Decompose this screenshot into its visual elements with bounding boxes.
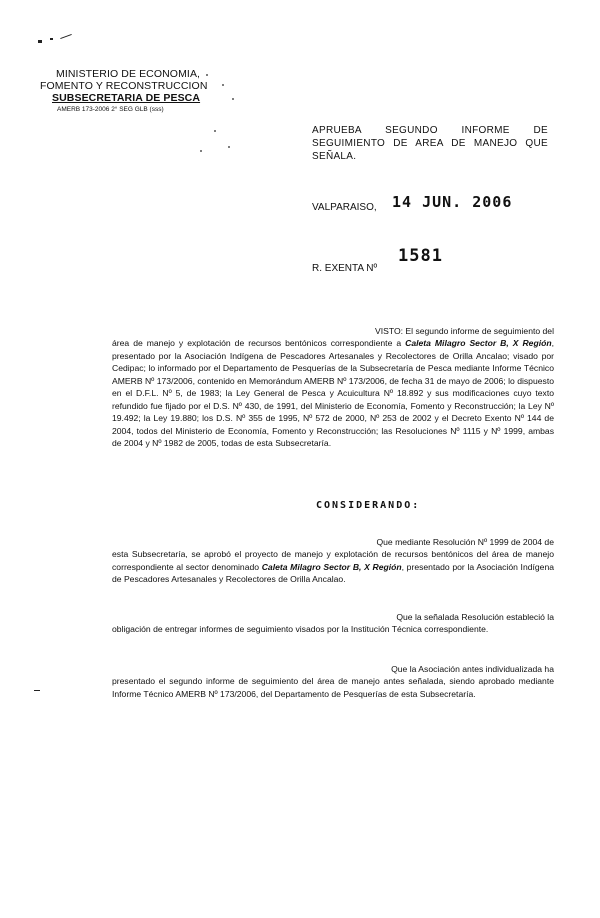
place-label: VALPARAISO,: [312, 202, 377, 213]
visto-text-2: , presentado por la Asociación Indígena de Pescadores Artesanales y Recolectores de Orilla Ancalao; visado por Cedipac; lo informado por el Departamento de Pesquerías de la Subsecretaría de Pesca mediante Informe Técnico AMERB Nº 173/2006, contenido en Memorándum AMERB Nº 173/2006, de fecha 31 de mayo de 2006; lo dispuesto en el D.F.L. Nº 5, de 1983; la Ley General de Pesca y Acuicultura Nº 18.892 y sus modificaciones cuyo texto refundido fue fijado por el D.S. Nº 430, de 1991, del Ministerio de Economía, Fomento y Reconstrucción; la Ley Nº 19.492; la Ley 19.880; los D.S. Nº 355 de 1995, Nº 572 de 2000, Nº 253 de 2002 y el Decreto Exento Nº 144 de 2004, todos del Ministerio de Economía, Fomento y Reconstrucción; las Resoluciones Nº 1115 y Nº 1999, ambas de 2004 y Nº 1982 de 2005, todas de esta Subsecretaría.: [112, 338, 554, 448]
seal-speck: [206, 74, 208, 76]
considerando-1-lead: Que mediante Resolución Nº 1999 de 2004 de: [376, 537, 554, 547]
considerando-1-text-2: , presentado por la Asociación Indígena de Pescadores Artesanales y Recolectores de Orilla Ancalao.: [112, 561, 555, 584]
seal-speck: [214, 130, 216, 132]
ministry-line-1: MINISTERIO DE ECONOMIA,: [56, 68, 201, 80]
considerando-3-paragraph: presentado el segundo informe de seguimiento del área de manejo antes señalada, siendo aprobado mediante Informe Técnico AMERB Nº 173/2006, del Departamento de Pesquerías de esta Subsecretaría.: [112, 676, 554, 699]
scan-mark: [50, 38, 53, 40]
seal-speck: [232, 98, 234, 100]
scan-mark: [38, 40, 42, 43]
visto-text-1: área de manejo y explotación de recursos bentónicos correspondiente a: [112, 338, 406, 348]
seal-speck: [222, 84, 224, 86]
visto-lead: VISTO: El segundo informe de seguimiento del: [375, 326, 554, 336]
considerando-1-text-1: esta Subsecretaría, se aprobó el proyecto de manejo y explotación de recursos bentónicos del área de manejo correspondiente al sector denominado: [112, 549, 554, 572]
considerando-heading: CONSIDERANDO:: [316, 500, 421, 511]
resolution-number-label: R. EXENTA Nº: [312, 263, 378, 274]
visto-paragraph: [112, 337, 554, 450]
resolution-title: APRUEBA SEGUNDO INFORME DE SEGUIMIENTO DE AREA DE MANEJO QUE SEÑALA.: [312, 125, 548, 162]
seal-speck: [200, 150, 202, 152]
date-stamp: 14 JUN. 2006: [392, 193, 513, 211]
considerando-2-paragraph: obligación de entregar informes de seguimiento visados por la Institución Técnica correspondiente.: [112, 624, 489, 634]
considerando-1-location: Caleta Milagro Sector B, X Región: [261, 561, 402, 572]
seal-speck: [228, 146, 230, 148]
subsecretaria-line: SUBSECRETARIA DE PESCA: [52, 92, 201, 104]
reference-code: AMERB 173-2006 2° SEG GLB (sss): [57, 106, 164, 113]
visto-location: Caleta Milagro Sector B, X Región: [405, 338, 552, 348]
considerando-2-lead: Que la señalada Resolución estableció la: [396, 612, 554, 622]
scan-mark: [60, 34, 72, 39]
considerando-1-paragraph: [112, 548, 554, 586]
margin-mark: [34, 690, 40, 691]
considerando-3-lead: Que la Asociación antes individualizada ha: [391, 664, 554, 674]
resolution-number: 1581: [398, 246, 443, 266]
ministry-line-2: FOMENTO Y RECONSTRUCCION: [40, 80, 208, 92]
